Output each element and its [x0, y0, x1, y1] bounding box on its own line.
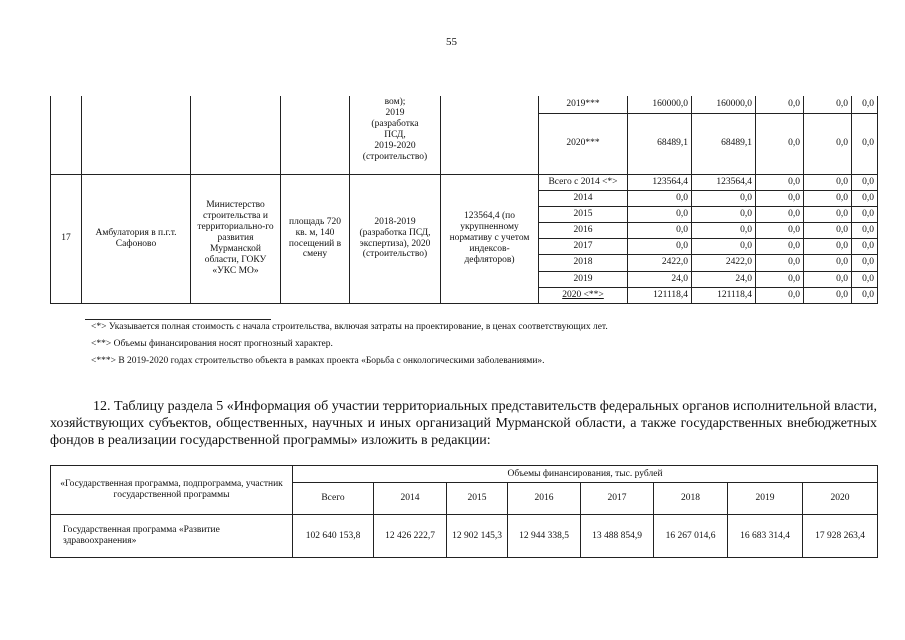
cont-cost-cell	[441, 96, 539, 174]
capacity: площадь 720 кв. м, 140 посещений в смену	[281, 174, 350, 303]
cont-line: вом);	[384, 97, 406, 107]
value-cell: 0,0	[852, 271, 878, 287]
cont-line: 2019	[385, 107, 405, 118]
page-number: 55	[446, 36, 457, 48]
value-cell: 0,0	[628, 206, 692, 222]
value-cell: 24,0	[628, 271, 692, 287]
value-cell: 0,0	[852, 174, 878, 190]
value-cell: 0,0	[756, 113, 804, 174]
value-cell: 0,0	[756, 96, 804, 113]
footnote: <**> Объемы финансирования носят прогнозный характер.	[91, 339, 333, 349]
value-cell: 0,0	[692, 238, 756, 254]
year-cell: 2016	[539, 222, 628, 238]
year-cell: 2020***	[539, 113, 628, 174]
value-cell: 0,0	[804, 287, 852, 303]
value-cell: 0,0	[852, 190, 878, 206]
column-header: 2015	[447, 483, 508, 515]
value-cell: 0,0	[756, 271, 804, 287]
object-name: Амбулатория в п.г.т. Сафоново	[82, 174, 191, 303]
value-cell: 2422,0	[692, 254, 756, 271]
year-cell: 2019	[539, 271, 628, 287]
value-cell: 0,0	[852, 222, 878, 238]
value-cell: 0,0	[852, 238, 878, 254]
value-cell: 0,0	[628, 222, 692, 238]
value-cell: 0,0	[692, 190, 756, 206]
value-cell: 121118,4	[628, 287, 692, 303]
value-cell: 2422,0	[628, 254, 692, 271]
value-cell: 12 902 145,3	[447, 515, 508, 558]
cont-line: 2019-2020	[374, 140, 416, 151]
value-cell: 0,0	[756, 190, 804, 206]
footnote: <***> В 2019-2020 годах строительство объекта в рамках проекта «Борьба с онкологическими заболеваниями».	[91, 356, 545, 366]
value-cell: 0,0	[628, 190, 692, 206]
estimated-cost: 123564,4 (по укрупненному нормативу с учетом индексов-дефляторов)	[441, 174, 539, 303]
value-cell: 16 267 014,6	[654, 515, 728, 558]
cont-name-cell	[82, 96, 191, 174]
value-cell: 121118,4	[692, 287, 756, 303]
value-cell: 0,0	[756, 206, 804, 222]
value-cell: 0,0	[756, 174, 804, 190]
financing-table	[50, 465, 878, 558]
value-cell: 0,0	[804, 254, 852, 271]
value-cell: 13 488 854,9	[581, 515, 654, 558]
cont-capacity-cell	[281, 96, 350, 174]
value-cell: 0,0	[852, 254, 878, 271]
footnote: <*> Указывается полная стоимость с начала строительства, включая затраты на проектирование, в ценах соответствующих лет.	[91, 322, 608, 332]
value-cell: 24,0	[692, 271, 756, 287]
value-cell: 102 640 153,8	[293, 515, 374, 558]
value-cell: 0,0	[804, 96, 852, 113]
year-cell: 2017	[539, 238, 628, 254]
value-cell: 0,0	[692, 222, 756, 238]
header-financing: Объемы финансирования, тыс. рублей	[293, 466, 878, 483]
cont-period-cell	[350, 96, 441, 174]
footnote-separator	[85, 319, 271, 320]
year-cell: 2020 <**>	[539, 287, 628, 303]
column-header: Всего	[293, 483, 374, 515]
amendment-paragraph: 12. Таблицу раздела 5 «Информация об участии территориальных представительств федеральных органов исполнительной власти, хозяйствующих субъектов, общественных, научных и иных организаций Мурманской области, а также государственных внебюджетных фондов в реализации государственной программы» изложить в редакции:	[50, 399, 877, 448]
column-header: 2016	[508, 483, 581, 515]
value-cell: 17 928 263,4	[803, 515, 878, 558]
row-number: 17	[51, 174, 82, 303]
value-cell: 160000,0	[628, 96, 692, 113]
value-cell: 0,0	[756, 254, 804, 271]
value-cell: 12 944 338,5	[508, 515, 581, 558]
column-header: 2020	[803, 483, 878, 515]
year-cell: 2018	[539, 254, 628, 271]
value-cell: 0,0	[804, 238, 852, 254]
column-header: 2019	[728, 483, 803, 515]
value-cell: 0,0	[804, 113, 852, 174]
year-cell: Всего с 2014 <*>	[539, 174, 628, 190]
value-cell: 12 426 222,7	[374, 515, 447, 558]
column-header: 2017	[581, 483, 654, 515]
value-cell: 0,0	[804, 206, 852, 222]
year-cell: 2015	[539, 206, 628, 222]
cont-line: ПСД,	[384, 129, 406, 140]
executor: Министерство строительства и территориально-го развития Мурманской области, ГОКУ «УКС МО»	[191, 174, 281, 303]
construction-objects-table	[50, 96, 878, 304]
cont-num-cell	[51, 96, 82, 174]
year-cell: 2019***	[539, 96, 628, 113]
value-cell: 0,0	[852, 113, 878, 174]
value-cell: 0,0	[756, 222, 804, 238]
cont-line: (разработка	[371, 118, 419, 129]
value-cell: 123564,4	[692, 174, 756, 190]
value-cell: 123564,4	[628, 174, 692, 190]
value-cell: 0,0	[804, 222, 852, 238]
value-cell: 0,0	[756, 238, 804, 254]
value-cell: 68489,1	[692, 113, 756, 174]
value-cell: 0,0	[852, 206, 878, 222]
value-cell: 0,0	[804, 271, 852, 287]
value-cell: 0,0	[852, 287, 878, 303]
value-cell: 68489,1	[628, 113, 692, 174]
value-cell: 0,0	[692, 206, 756, 222]
value-cell: 16 683 314,4	[728, 515, 803, 558]
program-label: Государственная программа «Развитие здравоохранения»	[51, 515, 293, 558]
value-cell: 0,0	[852, 96, 878, 113]
value-cell: 0,0	[804, 190, 852, 206]
value-cell: 0,0	[628, 238, 692, 254]
column-header: 2018	[654, 483, 728, 515]
column-header: 2014	[374, 483, 447, 515]
value-cell: 0,0	[756, 287, 804, 303]
value-cell: 160000,0	[692, 96, 756, 113]
value-cell: 0,0	[804, 174, 852, 190]
cont-executor-cell	[191, 96, 281, 174]
period: 2018-2019 (разработка ПСД, экспертиза), 2020 (строительство)	[350, 174, 441, 303]
year-cell: 2014	[539, 190, 628, 206]
cont-line: (строительство)	[362, 151, 428, 162]
header-participant: «Государственная программа, подпрограмма, участник государственной программы	[51, 466, 293, 515]
